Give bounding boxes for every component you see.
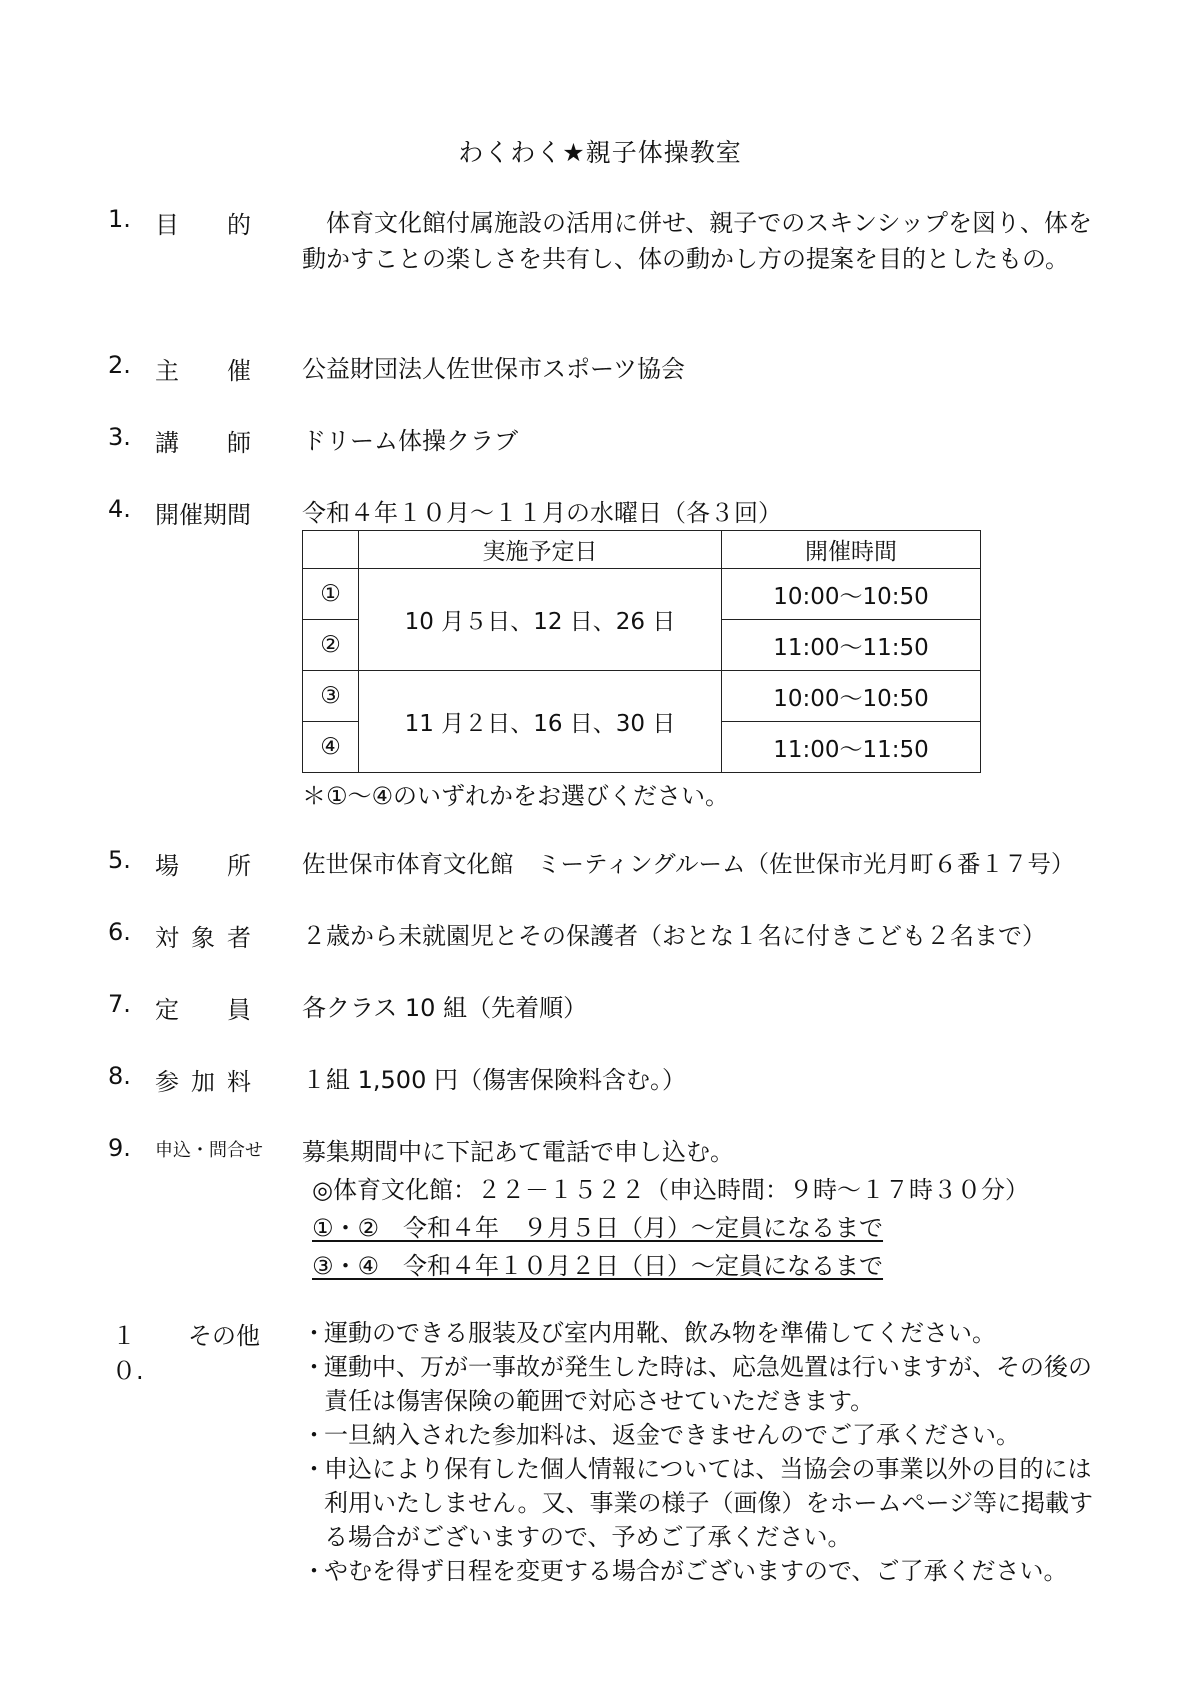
section-number: 2. <box>108 351 131 379</box>
section-label: 申込・問合せ <box>155 1140 263 1161</box>
table-date-cell: 10 月５日、12 日、26 日 <box>359 569 722 671</box>
bullet-mark: ・ <box>302 1455 326 1483</box>
section-text: 募集期間中に下記あて電話で申し込む。 <box>302 1138 734 1166</box>
section-label: そ の 他 <box>188 1322 260 1350</box>
section-text: 公益財団法人佐世保市スポーツ協会 <box>302 355 686 383</box>
section-text: 体育文化館付属施設の活用に併せ、親子でのスキンシップを図り、体を動かすことの楽しさを共有し、体の動かし方の提案を目的としたもの。 <box>302 209 1092 273</box>
period-line-1: ①・② 令和４年 ９月５日（月）～定員になるまで <box>312 1214 884 1242</box>
table-row-mark: ④ <box>303 722 359 773</box>
list-item: ・ 申込により保有した個人情報については、当協会の事業以外の目的には利用いたしません。又、事業の様子（画像）をホームページ等に掲載する場合がございますので、予めご了承ください。 <box>302 1452 1102 1554</box>
section-number: 5. <box>108 846 131 874</box>
page-title: わくわく★親子体操教室 <box>458 138 742 167</box>
bullet-mark: ・ <box>302 1353 326 1381</box>
section-number: １０. <box>112 1322 144 1385</box>
list-item: ・ 運動のできる服装及び室内用靴、飲み物を準備してください。 <box>302 1316 1102 1350</box>
section-number: 9. <box>108 1134 131 1162</box>
period-line-2: ③・④ 令和４年１０月２日（日）～定員になるまで <box>312 1252 884 1280</box>
contact-line: ◎体育文化館：２２－１５２２（申込時間：９時～１７時３０分） <box>312 1176 1029 1204</box>
section-number: 3. <box>108 423 131 451</box>
list-item: ・ 運動中、万が一事故が発生した時は、応急処置は行いますが、その後の責任は傷害保険の範囲で対応させていただきます。 <box>302 1350 1102 1418</box>
section-label: 対 象 者 <box>155 924 251 952</box>
section-number: 8. <box>108 1062 131 1090</box>
section-text: １組 1,500 円（傷害保険料含む。） <box>302 1066 686 1094</box>
bullet-mark: ・ <box>302 1421 326 1449</box>
table-row-mark: ③ <box>303 671 359 722</box>
section-number: 1. <box>108 205 131 233</box>
section-text: 各クラス 10 組（先着順） <box>302 994 588 1022</box>
schedule-table <box>302 530 981 773</box>
table-header-time: 開催時間 <box>722 531 981 569</box>
section-number: 7. <box>108 990 131 1018</box>
bullet-mark: ・ <box>302 1319 326 1347</box>
section-label: 参 加 料 <box>155 1068 251 1096</box>
table-date-cell: 11 月２日、16 日、30 日 <box>359 671 722 773</box>
section-label: 開催期間 <box>155 501 251 529</box>
table-corner-cell <box>303 531 359 569</box>
notes-list <box>302 1316 1102 1588</box>
table-time-cell: 10:00～10:50 <box>722 569 981 620</box>
list-item: ・ やむを得ず日程を変更する場合がございますので、ご了承ください。 <box>302 1554 1102 1588</box>
section-text: ２歳から未就園児とその保護者（おとな１名に付きこども２名まで） <box>302 922 1046 950</box>
table-time-cell: 11:00～11:50 <box>722 620 981 671</box>
section-label: 講 師 <box>155 429 251 457</box>
section-text: 佐世保市体育文化館 ミーティングルーム（佐世保市光月町６番１７号） <box>302 850 1075 878</box>
table-row-mark: ① <box>303 569 359 620</box>
schedule-note: ＊①～④のいずれかをお選びください。 <box>302 782 730 810</box>
section-label: 定 員 <box>155 996 251 1024</box>
section-number: 6. <box>108 918 131 946</box>
list-item: ・ 一旦納入された参加料は、返金できませんのでご了承ください。 <box>302 1418 1102 1452</box>
section-label: 目 的 <box>155 211 251 239</box>
table-header-date: 実施予定日 <box>359 531 722 569</box>
section-number: 4. <box>108 495 131 523</box>
table-row-mark: ② <box>303 620 359 671</box>
section-label: 主 催 <box>155 357 251 385</box>
section-label: 場 所 <box>155 852 251 880</box>
table-time-cell: 11:00～11:50 <box>722 722 981 773</box>
section-text: 令和４年１０月～１１月の水曜日（各３回） <box>302 499 782 527</box>
section-text: ドリーム体操クラブ <box>302 427 518 455</box>
table-time-cell: 10:00～10:50 <box>722 671 981 722</box>
bullet-mark: ・ <box>302 1557 326 1585</box>
